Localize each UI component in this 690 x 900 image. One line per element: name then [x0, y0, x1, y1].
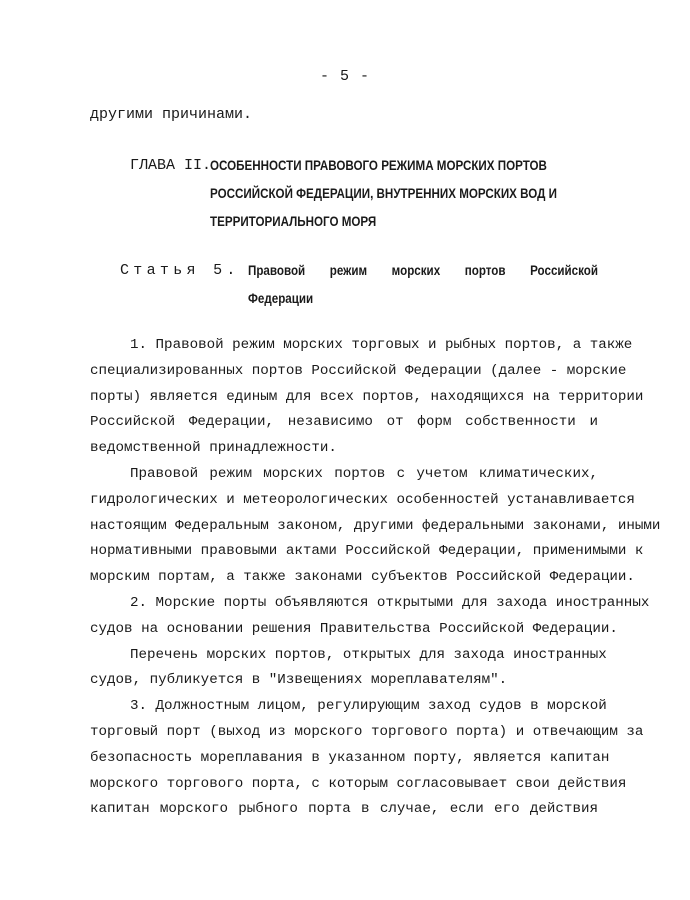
paragraph-line: нормативными правовыми актами Российской Федерации, применимыми к	[90, 543, 644, 560]
paragraph-line: специализированных портов Российской Федерации (далее - морские	[90, 362, 627, 379]
paragraph-line: настоящим Федеральным законом, другими федеральными законами, иными	[90, 517, 661, 534]
chapter-title-line: РОССИЙСКОЙ ФЕДЕРАЦИИ, ВНУТРЕННИХ МОРСКИХ ВОД И	[210, 186, 557, 201]
continuation-text: другими причинами.	[90, 106, 253, 123]
paragraph-line: торговый порт (выход из морского торгового порта) и отвечающим за	[90, 723, 644, 740]
paragraph-line: ведомственной принадлежности.	[90, 440, 337, 457]
paragraph	[90, 591, 650, 643]
paragraph-line: морским портам, а также законами субъектов Российской Федерации.	[90, 569, 635, 586]
paragraph-line: 3. Должностным лицом, регулирующим заход судов в морской	[130, 698, 607, 715]
article-title	[248, 257, 599, 313]
paragraph	[90, 462, 661, 591]
paragraph	[90, 333, 644, 462]
paragraph-line: порты) является единым для всех портов, находящихся на территории	[90, 388, 644, 405]
paragraph-line: Российской Федерации, независимо от форм собственности и	[90, 414, 598, 431]
paragraph-line: судов на основании решения Правительства Российской Федерации.	[90, 620, 618, 637]
paragraph-line: Перечень морских портов, открытых для захода иностранных	[130, 646, 607, 663]
article-title-line: Правовой режим морских портов Российской	[248, 263, 599, 278]
chapter-title	[210, 152, 557, 236]
article-title-line: Федерации	[248, 291, 314, 306]
article-body	[90, 333, 661, 823]
paragraph-line: 1. Правовой режим морских торговых и рыбных портов, а также	[130, 337, 633, 353]
article-label: Статья 5.	[120, 262, 240, 279]
page-number: - 5 -	[319, 68, 370, 85]
chapter-label: ГЛАВА II.	[130, 157, 212, 174]
paragraph-line: безопасность мореплавания в указанном порту, является капитан	[90, 749, 610, 766]
paragraph-line: капитан морского рыбного порта в случае, если его действия	[90, 801, 598, 818]
paragraph	[90, 694, 644, 823]
paragraph-line: морского торгового порта, с которым согласовывает свои действия	[90, 775, 627, 792]
paragraph-line: судов, публикуется в "Извещениях мореплавателям".	[90, 672, 508, 689]
paragraph-line: Правовой режим морских портов с учетом климатических,	[130, 465, 598, 482]
paragraph-line: гидрологических и метеорологических особенностей устанавливается	[90, 491, 635, 508]
paragraph	[90, 643, 607, 695]
chapter-title-line: ОСОБЕННОСТИ ПРАВОВОГО РЕЖИМА МОРСКИХ ПОРТОВ	[210, 158, 547, 173]
paragraph-line: 2. Морские порты объявляются открытыми для захода иностранных	[130, 594, 650, 611]
chapter-title-line: ТЕРРИТОРИАЛЬНОГО МОРЯ	[210, 214, 377, 229]
